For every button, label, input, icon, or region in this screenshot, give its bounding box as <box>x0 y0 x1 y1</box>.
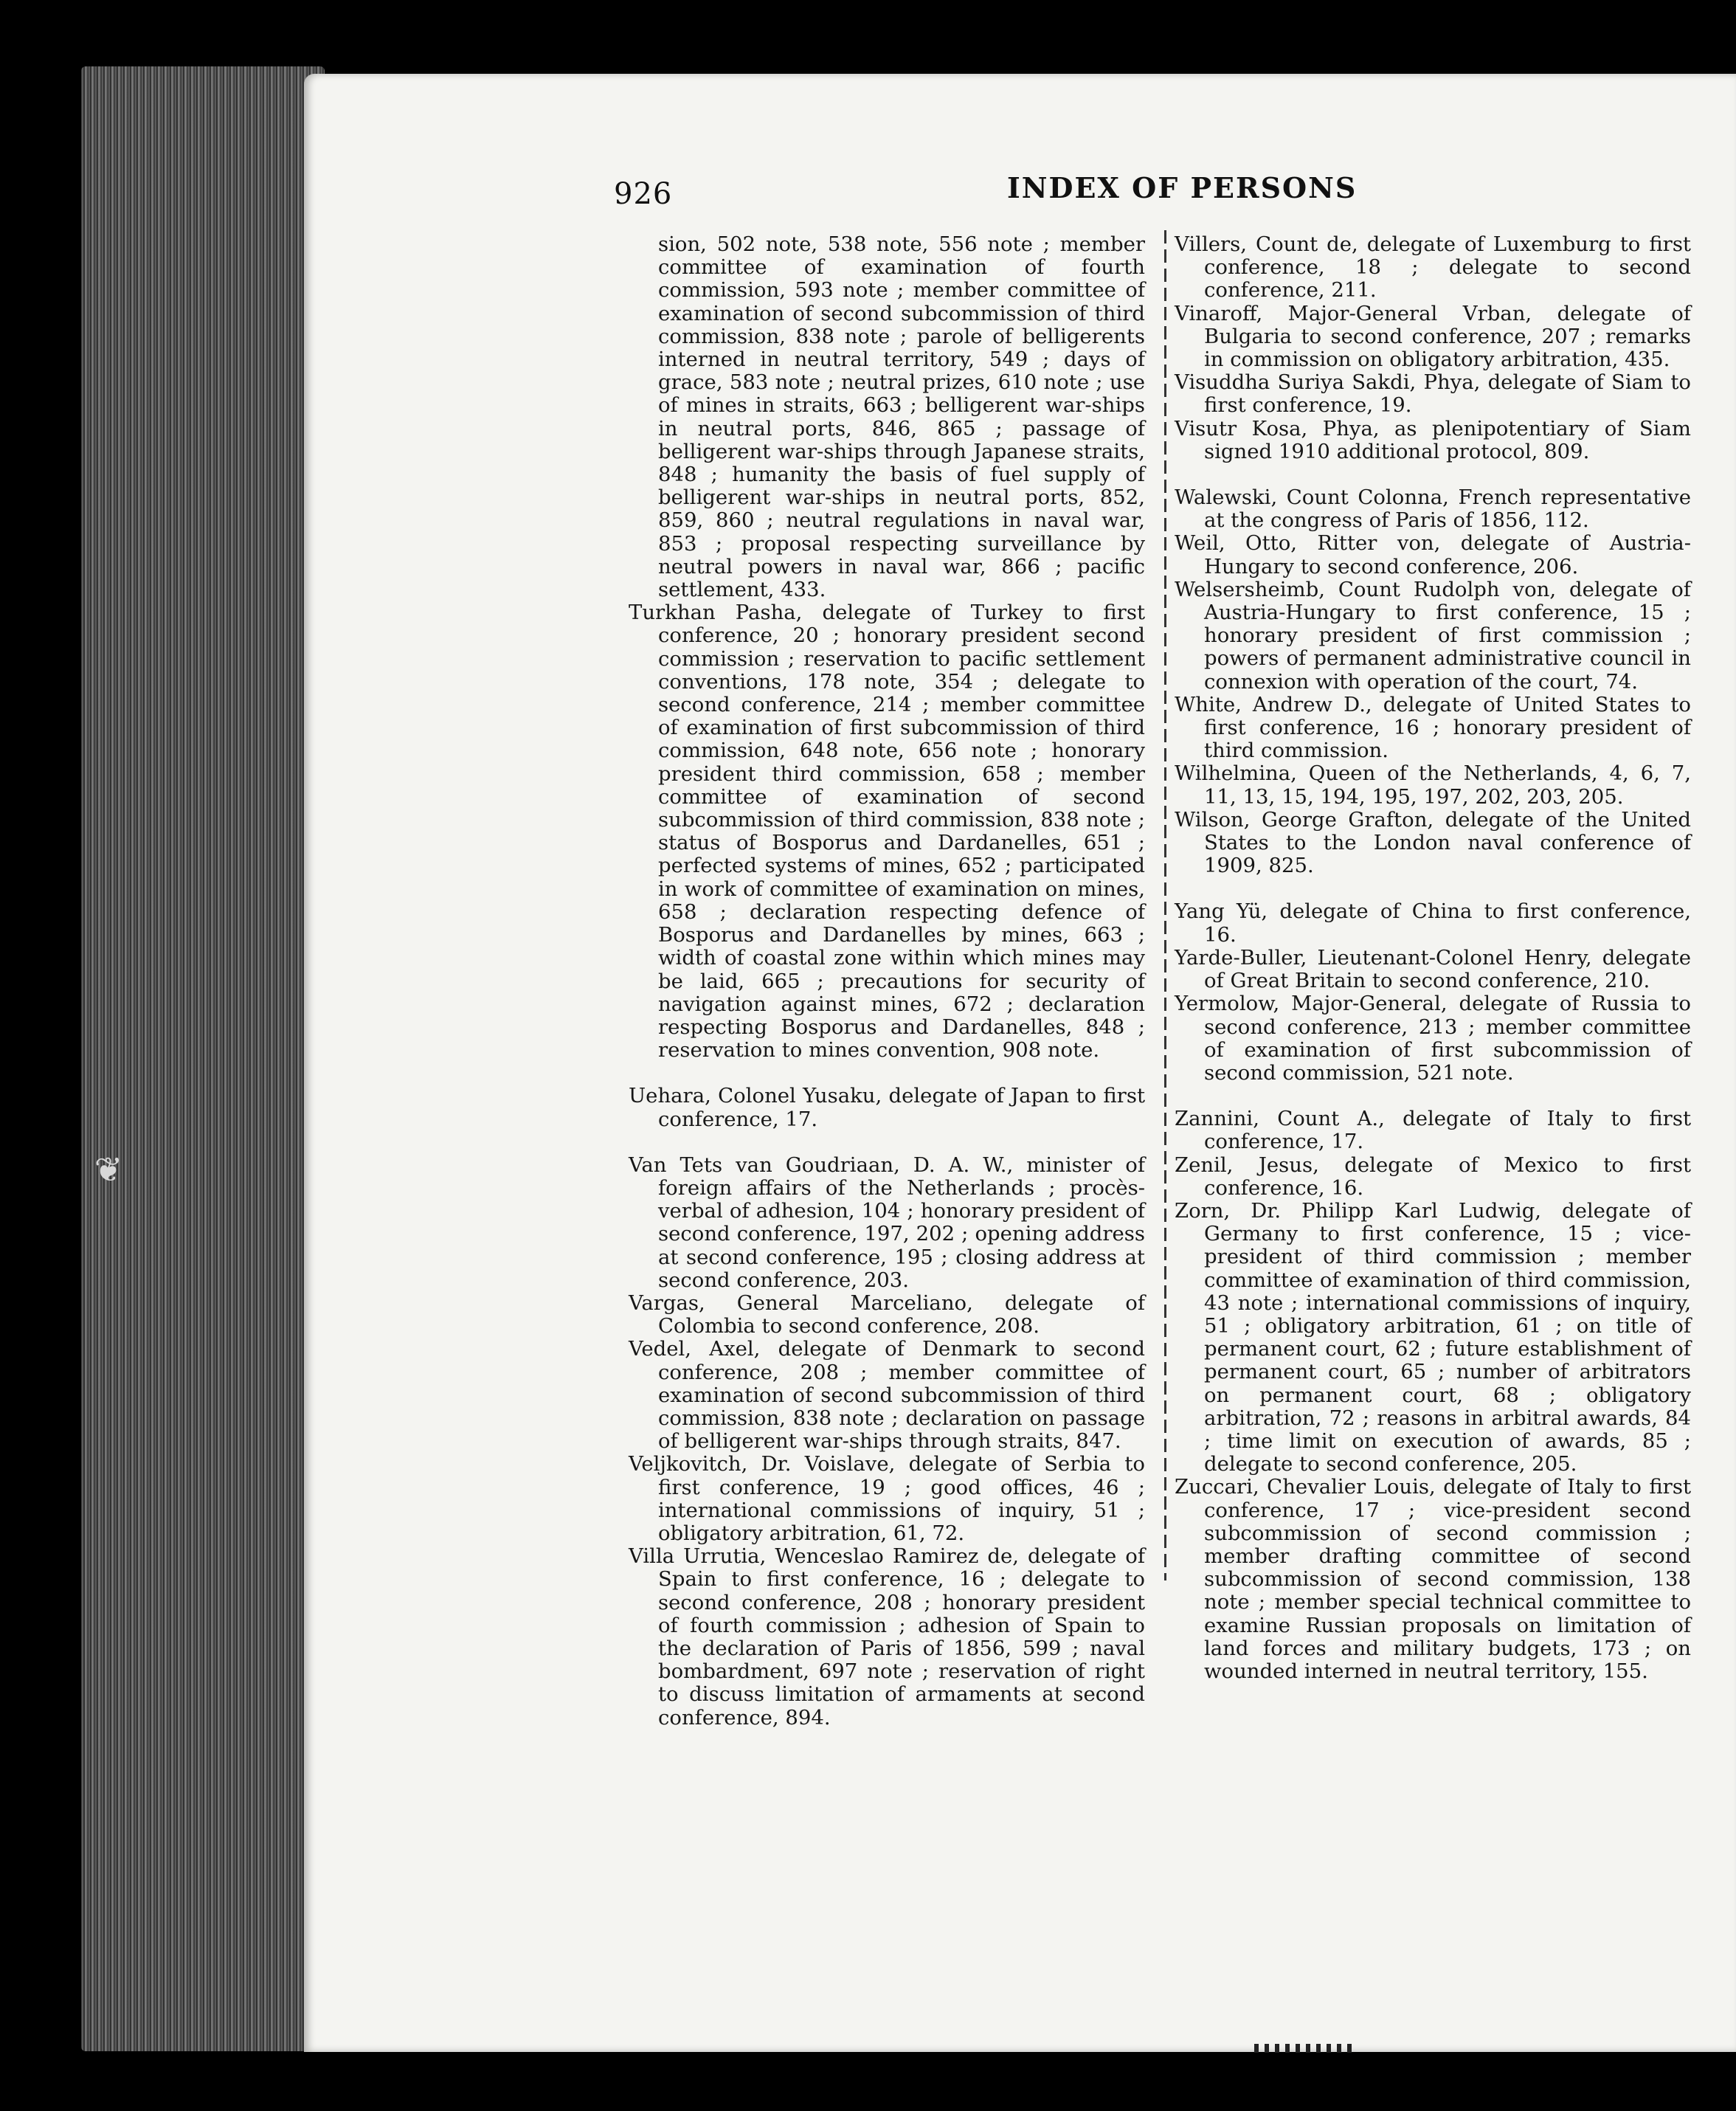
index-entry: Van Tets van Goudriaan, D. A. W., minister of foreign affairs of the Netherlands ; procès-verbal of adhesion, 104 ; honorary president of second conference, 197, 202 ; opening address at second conference, 195 ; closing address at second conference, 203. <box>629 1153 1145 1292</box>
index-entry: Wilson, George Grafton, delegate of the United States to the London naval conference of 1909, 825. <box>1175 807 1691 878</box>
index-entry: Zannini, Count A., delegate of Italy to first conference, 17. <box>1175 1107 1691 1154</box>
index-entry: Wilhelmina, Queen of the Netherlands, 4, 6, 7, 11, 13, 15, 194, 195, 197, 202, 203, 205. <box>1175 761 1691 809</box>
index-entry: Uehara, Colonel Yusaku, delegate of Japan to first conference, 17. <box>629 1084 1145 1131</box>
index-entry: Yarde-Buller, Lieutenant-Colonel Henry, delegate of Great Britain to second conference, 210. <box>1175 945 1691 993</box>
index-entry: Vedel, Axel, delegate of Denmark to second conference, 208 ; member committee of examination of second subcommission of third commission, 838 note ; declaration on passage of belligerent war-ships through straits, 847. <box>629 1337 1145 1454</box>
book-page-edges <box>81 66 325 2051</box>
index-entry: Yermolow, Major-General, delegate of Russia to second conference, 213 ; member committee of examination of first subcommission of second commission, 521 note. <box>1175 992 1691 1085</box>
running-head: INDEX OF PERSONS <box>1007 171 1358 204</box>
index-entry: Visutr Kosa, Phya, as plenipotentiary of Siam signed 1910 additional protocol, 809. <box>1175 416 1691 463</box>
column-divider <box>1164 230 1166 1580</box>
letter-section-gap <box>629 1131 1145 1154</box>
index-entry: Turkhan Pasha, delegate of Turkey to first conference, 20 ; honorary president second commission ; reservation to pacific settlement conventions, 178 note, 354 ; delegate to second conference, 214 ; member committee of examination of first subcommission of third commission, 648 note, 656 note ; honorary president third commission, 658 ; member committee of examination of second subcommission of third commission, 838 note ; status of Bosporus and Dardanelles, 651 ; perfected systems of mines, 652 ; participated in work of committee of examination on mines, 658 ; declaration respecting defence of Bosporus and Dardanelles by mines, 663 ; width of coastal zone within which mines may be laid, 665 ; precautions for security of navigation against mines, 672 ; declaration respecting Bosporus and Dardanelles, 848 ; reservation to mines convention, 908 note. <box>629 601 1145 1063</box>
index-entry: Vargas, General Marceliano, delegate of Colombia to second conference, 208. <box>629 1291 1145 1338</box>
letter-section-gap <box>1175 877 1691 900</box>
index-entry: Zorn, Dr. Philipp Karl Ludwig, delegate of Germany to first conference, 15 ; vice-president of third commission ; member committee of examination of third commission, 43 note ; international commissions of inquiry, 51 ; obligatory arbitration, 61 ; on title of permanent court, 62 ; future establishment of permanent court, 65 ; number of arbitrators on permanent court, 68 ; obligatory arbitration, 72 ; reasons in arbitral awards, 84 ; time limit on execution of awards, 85 ; delegate to second conference, 205. <box>1175 1198 1691 1476</box>
index-entry: Yang Yü, delegate of China to first conference, 16. <box>1175 899 1691 947</box>
letter-section-gap <box>1175 463 1691 486</box>
index-entry: Visuddha Suriya Sakdi, Phya, delegate of Siam to first conference, 19. <box>1175 370 1691 418</box>
index-entry: sion, 502 note, 538 note, 556 note ; member committee of examination of fourth commission, 593 note ; member committee of examination of second subcommission of third commission, 838 note ; parole of belligerents interned in neutral territory, 549 ; days of grace, 583 note ; neutral prizes, 610 note ; use of mines in straits, 663 ; belligerent war-ships in neutral ports, 846, 865 ; passage of belligerent war-ships through Japanese straits, 848 ; humanity the basis of fuel supply of belligerent war-ships in neutral ports, 852, 859, 860 ; neutral regulations in naval war, 853 ; proposal respecting surveillance by neutral powers in naval war, 866 ; pacific settlement, 433. <box>658 232 1145 602</box>
index-entry: Weil, Otto, Ritter von, delegate of Austria-Hungary to second conference, 206. <box>1175 531 1691 578</box>
left-column <box>629 233 1145 1730</box>
index-entry: Villers, Count de, delegate of Luxemburg to first conference, 18 ; delegate to second conference, 211. <box>1175 232 1691 303</box>
page-blemish <box>1254 2044 1358 2053</box>
index-entry: Vinaroff, Major-General Vrban, delegate of Bulgaria to second conference, 207 ; remarks in commission on obligatory arbitration, 435. <box>1175 301 1691 372</box>
index-entry: Zenil, Jesus, delegate of Mexico to first conference, 16. <box>1175 1153 1691 1200</box>
index-entry: White, Andrew D., delegate of United States to first conference, 16 ; honorary president of third commission. <box>1175 692 1691 763</box>
page-number: 926 <box>614 177 673 211</box>
index-entry: Zuccari, Chevalier Louis, delegate of Italy to first conference, 17 ; vice-president second subcommission of second commission ; member drafting committee of second subcommission of second commission, 138 note ; member special technical committee to examine Russian proposals on limitation of land forces and military budgets, 173 ; on wounded interned in neutral territory, 155. <box>1175 1475 1691 1683</box>
index-entry: Walewski, Count Colonna, French representative at the congress of Paris of 1856, 112. <box>1175 486 1691 533</box>
letter-section-gap <box>1175 1085 1691 1108</box>
index-entry: Villa Urrutia, Wenceslao Ramirez de, delegate of Spain to first conference, 16 ; delegate to second conference, 208 ; honorary president of fourth commission ; adhesion of Spain to the declaration of Paris of 1856, 599 ; naval bombardment, 697 note ; reservation of right to discuss limitation of armaments at second conference, 894. <box>629 1544 1145 1730</box>
letter-section-gap <box>629 1062 1145 1085</box>
ornament-icon: ❦ <box>94 1150 123 1189</box>
index-entry: Veljkovitch, Dr. Voislave, delegate of Serbia to first conference, 19 ; good offices, 46 ; international commissions of inquiry, 51 ; obligatory arbitration, 61, 72. <box>629 1452 1145 1545</box>
right-column <box>1175 233 1691 1683</box>
index-entry: Welsersheimb, Count Rudolph von, delegate of Austria-Hungary to first conference, 15 ; honorary president of first commission ; powers of permanent administrative council in connexion with operation of the court, 74. <box>1175 577 1691 694</box>
